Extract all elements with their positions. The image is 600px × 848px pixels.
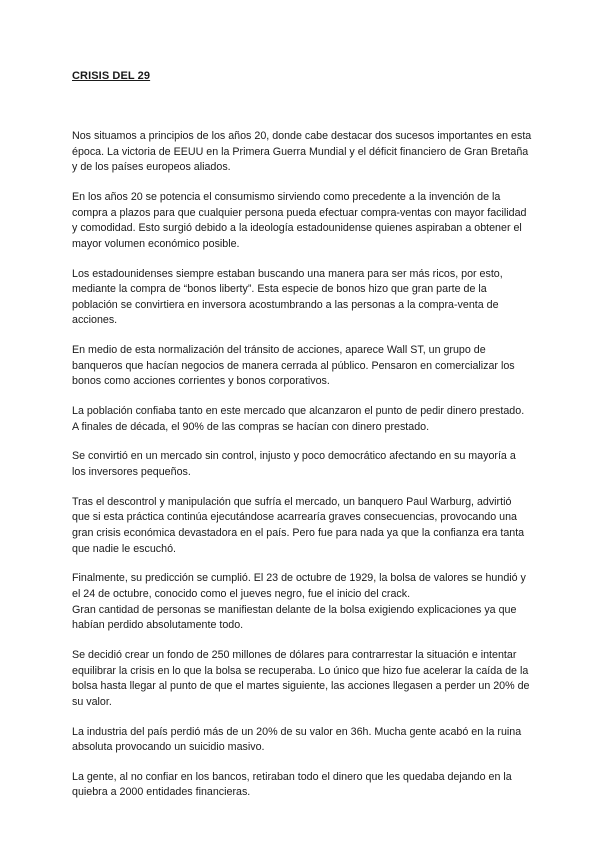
paragraph: En medio de esta normalización del tránsito de acciones, aparece Wall ST, un grupo de banqueros que hacían negocios de manera cerrada al público. Pensaron en comercializar los bonos como acciones corrientes y bonos corporativos. bbox=[72, 344, 515, 388]
paragraph: La industria del país perdió más de un 20% de su valor en 36h. Mucha gente acabó en la ruina absoluta provocando un suicidio masivo. bbox=[72, 725, 522, 754]
paragraph: Finalmente, su predicción se cumplió. El 23 de octubre de 1929, la bolsa de valores se hundió y el 24 de octubre, conocido como el jueves negro, fue el inicio del crack. Gran cantidad de personas se manifiestan delante de la bolsa exigiendo explicaciones ya que habían perdido absolutamente todo. bbox=[72, 572, 526, 632]
paragraph: Los estadounidenses siempre estaban buscando una manera para ser más ricos, por esto, mediante la compra de “bonos liberty”. Esta especie de bonos hizo que gran parte de la población se convirtiera en inversora acostumbrando a las personas a la compra-venta de acciones. bbox=[72, 267, 503, 327]
document-title: CRISIS DEL 29 bbox=[72, 70, 151, 82]
faint-watermark-line bbox=[72, 86, 202, 97]
paragraph: Tras el descontrol y manipulación que sufría el mercado, un banquero Paul Warburg, advirtió que si esta práctica continúa ejecutándose acarrearía graves consecuencias, provocando una gran crisis económica devastadora en el país. Pero fue para nada ya que la confianza era tanta que nadie le escuchó. bbox=[72, 495, 525, 555]
paragraph: La gente, al no confiar en los bancos, retiraban todo el dinero que les quedaba dejando en la quiebra a 2000 entidades financieras. bbox=[72, 770, 512, 799]
paragraph: La población confiaba tanto en este mercado que alcanzaron el punto de pedir dinero prestado. A finales de década, el 90% de las compras se hacían con dinero prestado. bbox=[72, 405, 525, 433]
paragraph: Nos situamos a principios de los años 20, donde cabe destacar dos sucesos importantes en esta época. La victoria de EEUU en la Primera Guerra Mundial y el déficit financiero de Gran Bretaña y de los países europeos aliados. bbox=[72, 130, 532, 174]
paragraph: Se convirtió en un mercado sin control, injusto y poco democrático afectando en su mayoría a los inversores pequeños. bbox=[72, 450, 516, 479]
paragraph: En los años 20 se potencia el consumismo sirviendo como precedente a la invención de la compra a plazos para que cualquier persona pueda efectuar compra-ventas con mayor facilidad y comodidad. Esto surgió debido a la ideología estadounidense quienes aspiraban a obtener el mayor volumen económico posible. bbox=[72, 190, 527, 250]
document-body bbox=[72, 129, 532, 815]
paragraph: Se decidió crear un fondo de 250 millones de dólares para contrarrestar la situación e intentar equilibrar la crisis en lo que la bolsa se recuperaba. Lo único que hizo fue acelerar la caída de la bolsa hasta llegar al punto de que el martes siguiente, las acciones llegasen a perder un 20% de su valor. bbox=[72, 648, 530, 708]
faint-watermark-line bbox=[72, 99, 157, 110]
